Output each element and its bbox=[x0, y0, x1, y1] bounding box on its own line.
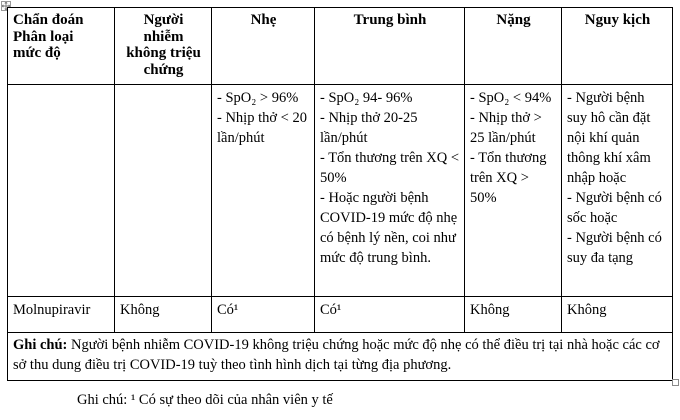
covid-severity-table bbox=[7, 7, 673, 381]
molnupiravir-moderate-cell: Có¹ bbox=[315, 297, 465, 333]
table-note-cell bbox=[8, 333, 673, 381]
criteria-cell-mild: - SpO₂ > 96% - Nhịp thở < 20 lần/phút bbox=[212, 85, 315, 297]
criteria-cell-asymptomatic bbox=[115, 85, 212, 297]
molnupiravir-row bbox=[8, 297, 673, 333]
table-resize-handle[interactable] bbox=[672, 379, 679, 386]
molnupiravir-mild-cell: Có¹ bbox=[212, 297, 315, 333]
criteria-cell-critical: - Người bệnh suy hô cần đặt nội khí quản thông khí xâm nhập hoặc - Người bệnh có sốc hoặc - Người bệnh có suy đa tạng bbox=[562, 85, 673, 297]
header-cell-critical: Nguy kịch bbox=[562, 8, 673, 85]
criteria-cell-severe: - SpO₂ < 94% - Nhịp thở > 25 lần/phút - Tổn thương trên XQ > 50% bbox=[465, 85, 562, 297]
molnupiravir-asymptomatic-cell: Không bbox=[115, 297, 212, 333]
molnupiravir-critical-cell: Không bbox=[562, 297, 673, 333]
criteria-cell-moderate: - SpO₂ 94- 96% - Nhịp thở 20-25 lần/phút - Tổn thương trên XQ < 50% - Hoặc người bệnh COVID-19 mức độ nhẹ có bệnh lý nền, coi như mức độ trung bình. bbox=[315, 85, 465, 297]
note-text: Người bệnh nhiễm COVID-19 không triệu chứng hoặc mức độ nhẹ có thể điều trị tại nhà hoặc các cơ sở thu dung điều trị COVID-19 tuỳ theo tình hình dịch tại từng địa phương. bbox=[13, 337, 660, 373]
criteria-row bbox=[8, 85, 673, 297]
table-note-row bbox=[8, 333, 673, 381]
header-cell-severe: Nặng bbox=[465, 8, 562, 85]
header-cell-mild: Nhẹ bbox=[212, 8, 315, 85]
note-label: Ghi chú: bbox=[13, 337, 68, 353]
drug-name-cell: Molnupiravir bbox=[8, 297, 115, 333]
header-cell-asymptomatic: Người nhiễm không triệu chứng bbox=[115, 8, 212, 85]
header-cell-moderate: Trung bình bbox=[315, 8, 465, 85]
footnote-text: Ghi chú: ¹ Có sự theo dõi của nhân viên y tế bbox=[77, 392, 333, 408]
molnupiravir-severe-cell: Không bbox=[465, 297, 562, 333]
criteria-cell-diagnosis bbox=[8, 85, 115, 297]
header-cell-diagnosis: Chẩn đoán Phân loại mức độ bbox=[8, 8, 115, 85]
table-header-row bbox=[8, 8, 673, 85]
